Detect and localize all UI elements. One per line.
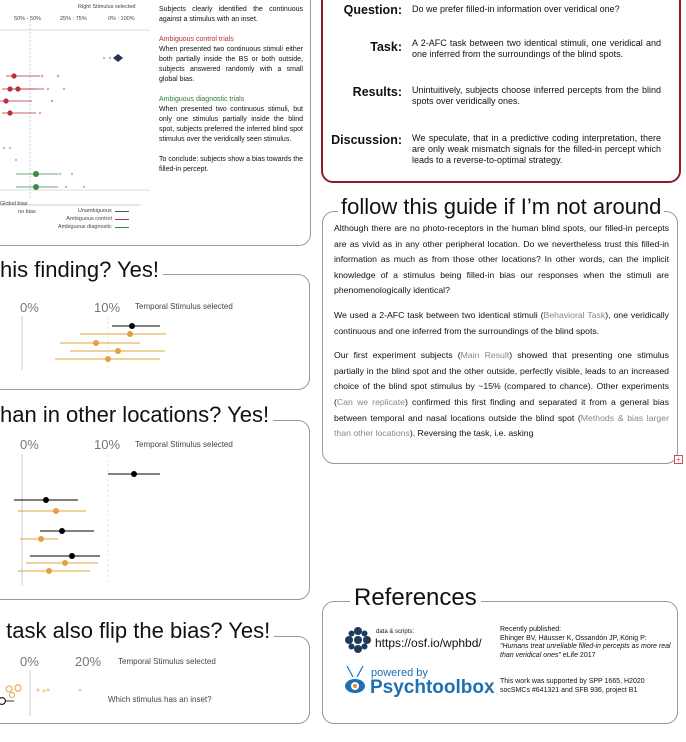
recent-label: Recently published: (500, 626, 562, 633)
control-point-faint (51, 100, 53, 102)
control-point (11, 73, 16, 78)
support-note: This work was supported by SPP 1665, H2020 socSMCs #641321 and SFB 936, project B1 (500, 678, 645, 694)
control-point-faint (39, 112, 41, 114)
diag-point-faint (65, 186, 67, 188)
other-loc-tick-0: 0% (20, 437, 39, 452)
citation-text (500, 643, 672, 660)
control-point-faint (57, 75, 59, 77)
other-loc-point (69, 553, 75, 559)
flip-plot (0, 668, 110, 718)
guide-p1: Although there are no photo-receptors in the human blind spots, our filled-in percepts are as vivid as in any other peripheral location. Do we nevertheless trust this filled-in information as much as from those other locations? In other words, can the implicit knowledge of a stimulus being filled-in bias our responses when the stimuli are phenomenologically identical? (334, 223, 669, 296)
diag-text: When presented two continuous stimuli, but only one stimulus partially inside the blind spot, subjects preferred the inferred blind spot stimulus over the veridically seen stimulus. (159, 106, 303, 143)
other-loc-caption: Temporal Stimulus selected (135, 440, 233, 449)
diag-point-faint (59, 173, 61, 175)
guide-p2 (334, 308, 669, 339)
control-point-faint (47, 88, 49, 90)
replicate-point (93, 340, 99, 346)
qa-text-results: Unintuitively, subjects choose inferred percepts from the blind spots over veridically ones. (412, 85, 661, 106)
flip-tick-20: 20% (75, 654, 102, 669)
tick-50-50: 50% - 50% (14, 16, 41, 22)
control-point (15, 86, 20, 91)
legend (58, 207, 129, 231)
flip-title: task also flip the bias? Yes! (0, 620, 274, 642)
control-point-faint (63, 88, 65, 90)
recent-publication (500, 626, 672, 660)
diag-point-faint (9, 147, 11, 149)
legend-diagnostic-line (115, 227, 129, 228)
qa-text-question: Do we prefer filled-in information over veridical one? (412, 4, 620, 14)
osf-url[interactable]: https://osf.io/wphbd/ (375, 636, 482, 650)
legend-diagnostic: Ambiguous diagnostic (58, 224, 112, 230)
tick-25-75: 25% : 75% (60, 16, 87, 22)
guide-text (334, 221, 669, 451)
replicate-link[interactable]: Can we replicate (336, 396, 406, 407)
control-heading: Ambiguous control trials (159, 36, 234, 43)
references-box (322, 601, 678, 724)
other-loc-point (131, 471, 137, 477)
other-loc-point (62, 560, 68, 566)
replicate-point (127, 331, 133, 337)
other-loc-point (38, 536, 44, 542)
guide-p2-b: ), one veridically continuous and one inferred from the surroundings of the blind spots. (334, 309, 669, 336)
other-loc-point (59, 528, 65, 534)
replicate-tick-0: 0% (20, 300, 39, 315)
diag-heading: Ambiguous diagnostic trials (159, 96, 245, 103)
control-point (3, 98, 8, 103)
citation-journal: eLife 2017 (560, 651, 596, 659)
diag-point-faint (15, 159, 17, 161)
other-loc-plot (0, 450, 300, 590)
conclude-text: To conclude: subjects show a bias towards the filled-in percept. (159, 156, 303, 173)
other-loc-point (46, 568, 52, 574)
psychtoolbox-wordmark: Psychtoolbox (370, 677, 495, 698)
global-bias-label: Global bias (0, 201, 28, 207)
qa-text-task: A 2-AFC task between two identical stimuli, one veridical and one inferred from the surroundings of the blind spots. (412, 38, 661, 59)
other-loc-tick-10: 10% (94, 437, 121, 452)
qa-text-discussion: We speculate, that in a predictive coding interpretation, there are only weak mismatch signals for the filled-in percept which leads to a reverse-to-optimal strategy. (412, 133, 661, 165)
replicate-caption: Temporal Stimulus selected (135, 302, 233, 311)
diag-point (33, 184, 39, 190)
data-scripts-label: data & scripts: (376, 629, 415, 635)
diag-point-faint (3, 147, 5, 149)
replicate-point (129, 323, 135, 329)
guide-p2-a: We used a 2-AFC task between two identical stimuli ( (334, 309, 544, 320)
qa-label-results: Results: (352, 85, 402, 99)
main-result-link[interactable]: Main Result (460, 350, 510, 361)
powered-by-label: powered by (371, 667, 428, 679)
guide-p3-d: ). Reversing the task, i.e. asking (409, 428, 534, 439)
qa-label-discussion: Discussion: (331, 133, 402, 147)
control-point (7, 110, 12, 115)
axis-caption-right: Right Stimulus selected (78, 4, 136, 10)
references-title: References (350, 586, 481, 610)
guide-title: follow this guide if I’m not around (338, 196, 664, 218)
diag-point (33, 171, 39, 177)
replicate-plot (0, 310, 300, 380)
flip-question: Which stimulus has an inset? (108, 695, 212, 704)
qa-label-question: Question: (343, 3, 402, 17)
guide-p3-b: ) showed that presenting one stimulus partially in the blind spot and the other outside, perfectly visible, leads to an increased choice of the blind spot stimulus by ~15% (compared to chance). Other experiments ( (334, 350, 669, 407)
other-loc-point (53, 508, 59, 514)
tick-0-100: 0% : 100% (108, 16, 135, 22)
replicate-tick-10: 10% (94, 300, 121, 315)
behavioral-task-link[interactable]: Behavioral Task (543, 309, 606, 320)
other-loc-point (43, 497, 49, 503)
psychtoolbox-logo (343, 664, 367, 696)
unamb-tail: Subjects clearly identified the continuous against a stimulus with an inset. (159, 6, 303, 23)
diag-point-faint (71, 173, 73, 175)
methods-link[interactable]: Methods & bias larger than other locations (334, 412, 669, 439)
guide-p3-c: ) confirmed this first finding and separated it from a general bias between temporal and nasal locations outside the blind spot ( (334, 396, 669, 423)
trials-text (159, 0, 303, 175)
replicate-title: his finding? Yes! (0, 259, 163, 281)
qa-label-task: Task: (370, 40, 402, 54)
other-loc-title: han in other locations? Yes! (0, 404, 273, 426)
expand-icon[interactable]: + (674, 455, 683, 464)
guide-p3 (334, 348, 669, 442)
guide-p3-a: Our first experiment subjects ( (334, 350, 461, 361)
legend-unambiguous: Unambiguous (77, 208, 112, 214)
replicate-point (105, 356, 111, 362)
legend-control: Ambiguous control (66, 216, 112, 222)
osf-logo (344, 626, 372, 654)
citation-title: "Humans treat unreliable filled-in percepts as more real than veridical ones" (500, 643, 671, 659)
flip-caption: Temporal Stimulus selected (118, 657, 216, 666)
citation-authors: Ehinger BV, Häusser K, Ossandón JP, König P: (500, 634, 647, 642)
no-bias-label: no bias (18, 209, 36, 215)
legend-control-line (115, 219, 129, 220)
flip-tick-0: 0% (20, 654, 39, 669)
diag-point-faint (83, 186, 85, 188)
replicate-point (115, 348, 121, 354)
control-text: When presented two continuous stimuli either both partially inside the BS or both outside, subjects answered randomly with a small global bias. (159, 46, 303, 83)
legend-unambiguous-line (115, 211, 129, 212)
control-point-faint (41, 75, 43, 77)
